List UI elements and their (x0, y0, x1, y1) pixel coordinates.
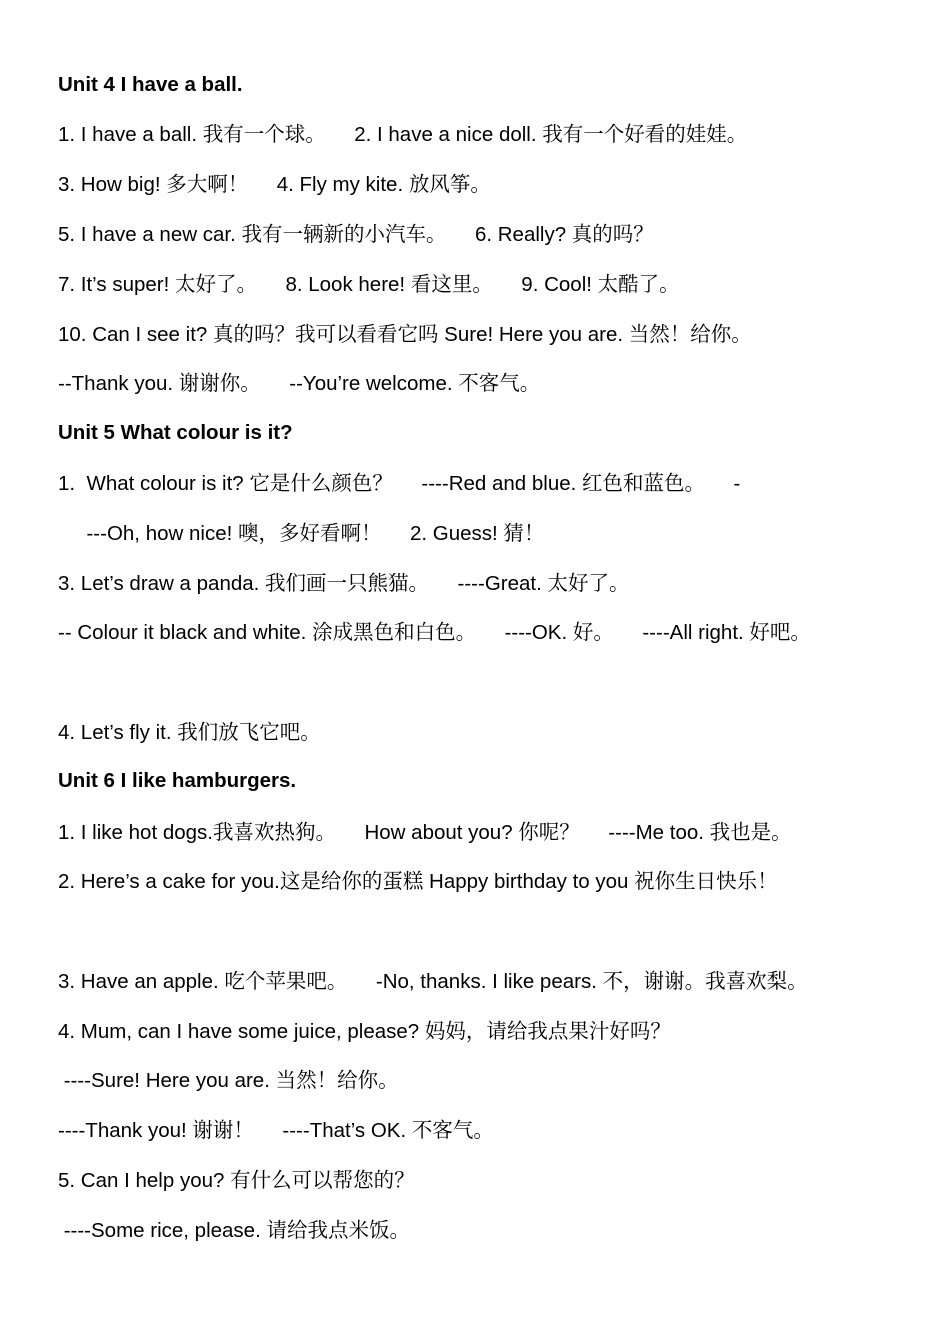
text-line: 5. I have a new car. 我有一辆新的小汽车。 6. Really? 真的吗？ (58, 223, 654, 246)
unit-4-heading: Unit 4 I have a ball. (58, 73, 243, 96)
unit-5-heading: Unit 5 What colour is it? (58, 421, 293, 444)
text-line: 5. Can I help you? 有什么可以帮您的？ (58, 1169, 415, 1192)
text-line: 10. Can I see it? 真的吗？我可以看看它吗 Sure! Here you are. 当然！给你。 (58, 323, 752, 346)
text-line: 2. Here’s a cake for you.这是给你的蛋糕 Happy birthday to you 祝你生日快乐！ (58, 870, 778, 893)
text-line: 4. Mum, can I have some juice, please? 妈妈，请给我点果汁好吗？ (58, 1020, 671, 1043)
text-line: --Thank you. 谢谢你。 --You’re welcome. 不客气。 (58, 372, 541, 395)
text-line: ----Sure! Here you are. 当然！给你。 (58, 1069, 399, 1092)
unit-6-heading: Unit 6 I like hamburgers. (58, 769, 297, 792)
text-line: ----Some rice, please. 请给我点米饭。 (58, 1219, 410, 1242)
text-line: ----Thank you! 谢谢！ ----That’s OK. 不客气。 (58, 1119, 494, 1142)
text-line: 1. What colour is it? 它是什么颜色？ ----Red and blue. 红色和蓝色。 - (58, 472, 741, 495)
text-line: 3. Let’s draw a panda. 我们画一只熊猫。 ----Great. 太好了。 (58, 572, 630, 595)
text-line: 4. Let’s fly it. 我们放飞它吧。 (58, 721, 321, 744)
text-line: 3. Have an apple. 吃个苹果吧。 -No, thanks. I like pears. 不，谢谢。我喜欢梨。 (58, 970, 808, 993)
text-line: 1. I like hot dogs.我喜欢热狗。 How about you? 你呢？ ----Me too. 我也是。 (58, 821, 792, 844)
text-line: 1. I have a ball. 我有一个球。 2. I have a nice doll. 我有一个好看的娃娃。 (58, 123, 748, 146)
text-line: 7. It’s super! 太好了。 8. Look here! 看这里。 9. Cool! 太酷了。 (58, 273, 680, 296)
text-line: ---Oh, how nice! 噢，多好看啊！ 2. Guess! 猜！ (58, 522, 545, 545)
text-line: 3. How big! 多大啊！ 4. Fly my kite. 放风筝。 (58, 173, 491, 196)
text-line: -- Colour it black and white. 涂成黑色和白色。 ----OK. 好。 ----All right. 好吧。 (58, 621, 811, 644)
